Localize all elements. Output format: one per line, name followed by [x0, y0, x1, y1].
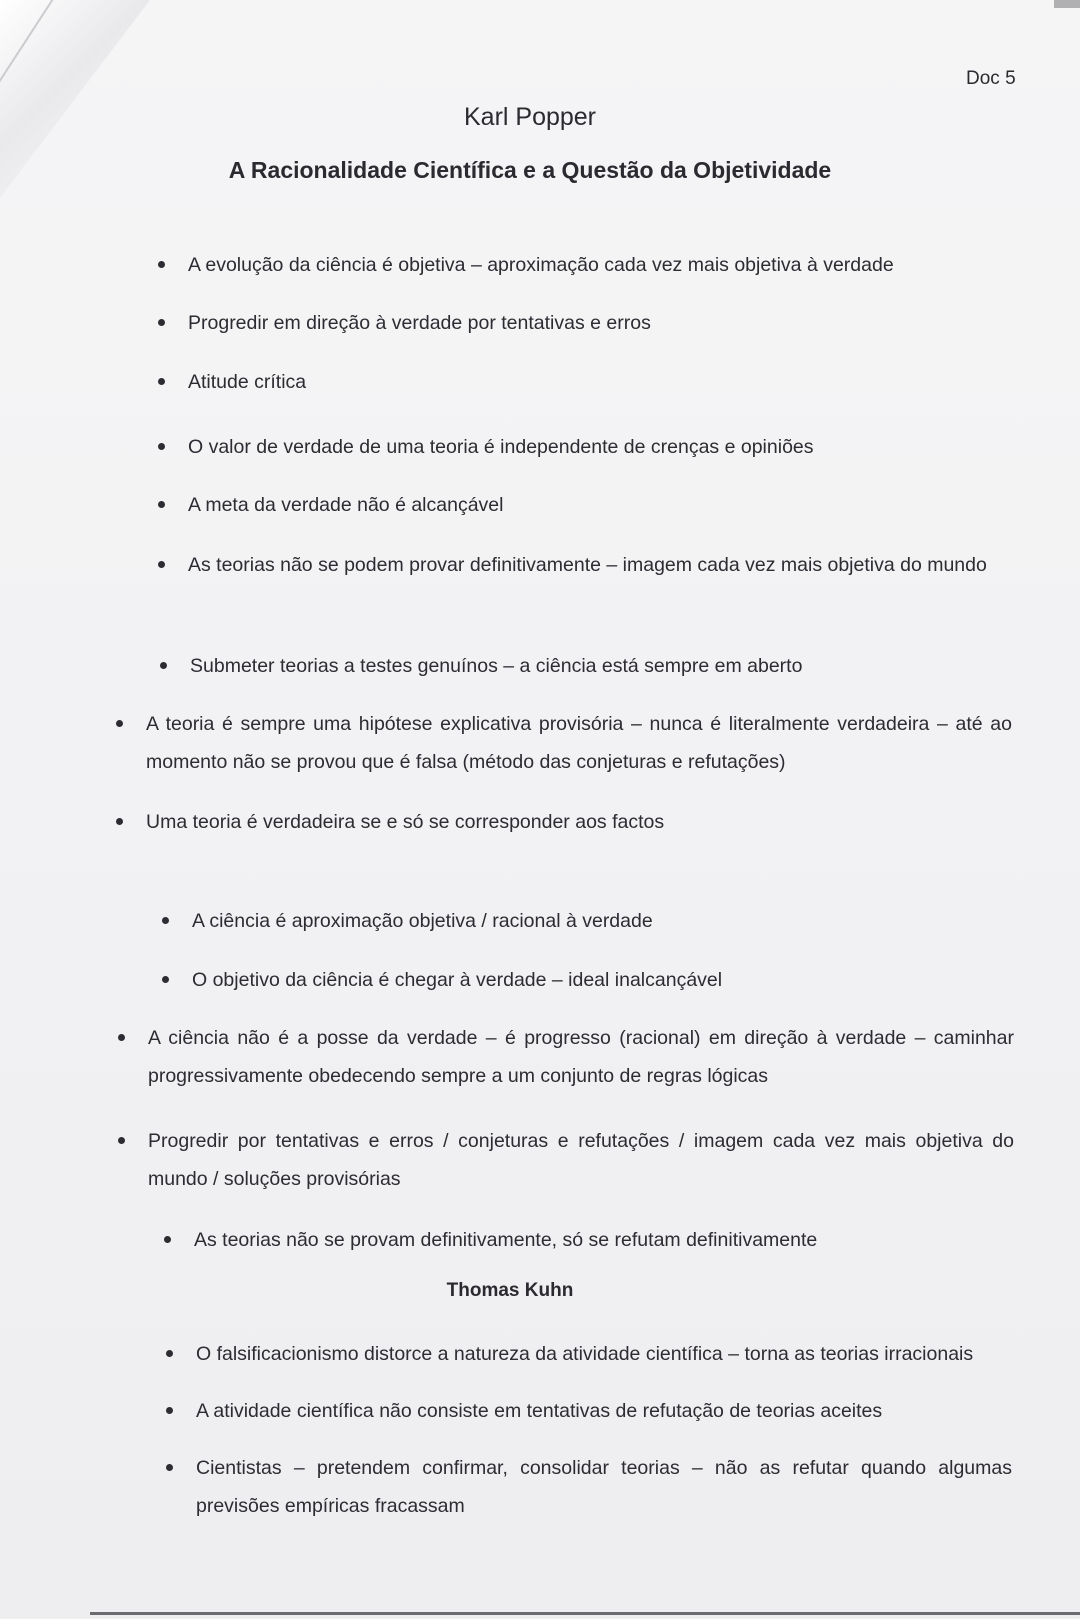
bullet-icon — [160, 662, 167, 669]
bullet-icon — [118, 1034, 125, 1041]
bullet-icon — [158, 319, 165, 326]
bullet-icon — [158, 261, 165, 268]
bullet-icon — [116, 720, 123, 727]
list-item: As teorias não se provam definitivamente, só se refutam definitivamente — [194, 1221, 1014, 1259]
page-title: Karl Popper — [463, 103, 597, 131]
list-item: As teorias não se podem provar definitivamente – imagem cada vez mais objetiva do mundo — [188, 546, 1014, 584]
bullet-icon — [166, 1350, 173, 1357]
list-item: O valor de verdade de uma teoria é independente de crenças e opiniões — [188, 428, 988, 466]
bullet-icon — [158, 501, 165, 508]
list-item: A teoria é sempre uma hipótese explicativa provisória – nunca é literalmente verdadeira – até ao momento não se provou que é falsa (método das conjeturas e refutações) — [146, 705, 1012, 781]
list-item: Cientistas – pretendem confirmar, consolidar teorias – não as refutar quando algumas previsões empíricas fracassam — [196, 1449, 1012, 1525]
list-item: A atividade científica não consiste em tentativas de refutação de teorias aceites — [196, 1392, 1016, 1430]
list-item: A ciência é aproximação objetiva / racional à verdade — [192, 902, 992, 940]
list-item: Atitude crítica — [188, 363, 988, 401]
list-item: Progredir por tentativas e erros / conjeturas e refutações / imagem cada vez mais objetiva do mundo / soluções provisórias — [148, 1122, 1014, 1198]
bullet-icon — [162, 917, 169, 924]
scan-mark — [1054, 0, 1080, 8]
doc-label: Doc 5 — [966, 68, 1016, 89]
bullet-icon — [162, 976, 169, 983]
list-item: Progredir em direção à verdade por tentativas e erros — [188, 304, 988, 342]
bullet-icon — [158, 561, 165, 568]
bullet-icon — [118, 1137, 125, 1144]
bullet-icon — [164, 1236, 171, 1243]
bullet-icon — [166, 1407, 173, 1414]
bullet-icon — [166, 1464, 173, 1471]
page-subtitle: A Racionalidade Científica e a Questão da Objetividade — [228, 157, 832, 183]
list-item: Uma teoria é verdadeira se e só se corresponder aos factos — [146, 803, 1006, 841]
list-item: O falsificacionismo distorce a natureza da atividade científica – torna as teorias irracionais — [196, 1335, 1016, 1373]
section-heading: Thomas Kuhn — [446, 1280, 574, 1301]
list-item: O objetivo da ciência é chegar à verdade – ideal inalcançável — [192, 961, 992, 999]
list-item: A evolução da ciência é objetiva – aproximação cada vez mais objetiva à verdade — [188, 246, 988, 284]
list-item: A meta da verdade não é alcançável — [188, 486, 988, 524]
list-item: Submeter teorias a testes genuínos – a ciência está sempre em aberto — [190, 647, 990, 685]
list-item: A ciência não é a posse da verdade – é progresso (racional) em direção à verdade – caminhar progressivamente obedecendo sempre a um conjunto de regras lógicas — [148, 1019, 1014, 1095]
bullet-icon — [158, 378, 165, 385]
bullet-icon — [116, 818, 123, 825]
bullet-icon — [158, 443, 165, 450]
bottom-rule — [90, 1612, 1080, 1615]
